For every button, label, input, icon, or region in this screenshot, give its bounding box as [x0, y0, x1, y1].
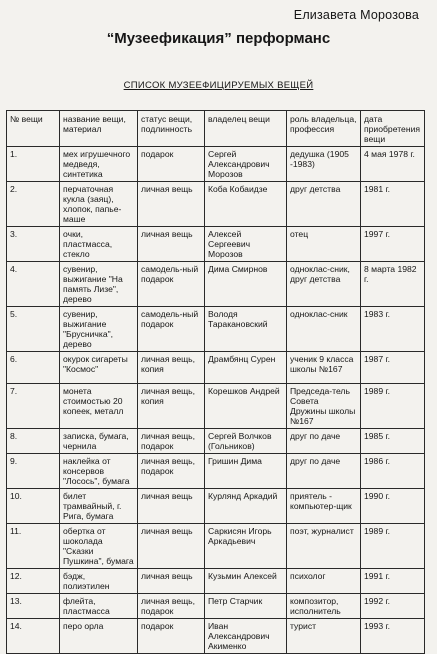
- cell-name: перчаточная кукла (заяц), хлопок, папье-маше: [60, 182, 138, 227]
- cell-status: личная вещь: [138, 489, 205, 524]
- cell-name: сувенир, выжигание "Брусничка", дерево: [60, 307, 138, 352]
- cell-owner: Иван Александрович Акименко: [205, 619, 287, 654]
- cell-date: 1985 г.: [361, 429, 425, 454]
- table-row: [7, 429, 425, 454]
- cell-status: личная вещь: [138, 524, 205, 569]
- cell-num: 11.: [7, 524, 60, 569]
- col-status: статус вещи, подлинность: [138, 111, 205, 147]
- table-header: [7, 111, 425, 147]
- col-name: название вещи, материал: [60, 111, 138, 147]
- table-row: [7, 594, 425, 619]
- cell-owner: Сергей Александрович Морозов: [205, 147, 287, 182]
- cell-name: обертка от шоколада "Сказки Пушкина", бумага: [60, 524, 138, 569]
- table-row: [7, 489, 425, 524]
- cell-role: одноклас-сник, друг детства: [287, 262, 361, 307]
- cell-date: 1989 г.: [361, 384, 425, 429]
- cell-name: флейта, пластмасса: [60, 594, 138, 619]
- items-table: [6, 110, 425, 654]
- cell-owner: Гришин Дима: [205, 454, 287, 489]
- cell-status: личная вещь, копия: [138, 384, 205, 429]
- cell-role: композитор, исполнитель: [287, 594, 361, 619]
- cell-role: одноклас-сник: [287, 307, 361, 352]
- cell-owner: Володя Таракановский: [205, 307, 287, 352]
- table-row: [7, 619, 425, 654]
- document-title: “Музеефикация” перформанс: [106, 30, 331, 47]
- cell-owner: Коба Кобаидзе: [205, 182, 287, 227]
- cell-num: 10.: [7, 489, 60, 524]
- cell-status: подарок: [138, 619, 205, 654]
- cell-num: 2.: [7, 182, 60, 227]
- table-row: [7, 524, 425, 569]
- cell-date: 8 марта 1982 г.: [361, 262, 425, 307]
- cell-num: 12.: [7, 569, 60, 594]
- table-row: [7, 182, 425, 227]
- cell-owner: Драмбянц Сурен: [205, 352, 287, 384]
- cell-status: личная вещь: [138, 227, 205, 262]
- cell-role: турист: [287, 619, 361, 654]
- cell-status: личная вещь, подарок: [138, 454, 205, 489]
- cell-role: поэт, журналист: [287, 524, 361, 569]
- cell-status: самодель-ный подарок: [138, 262, 205, 307]
- table-row: [7, 352, 425, 384]
- cell-date: 1981 г.: [361, 182, 425, 227]
- cell-role: друг детства: [287, 182, 361, 227]
- cell-status: личная вещь: [138, 569, 205, 594]
- table-row: [7, 454, 425, 489]
- cell-name: перо орла: [60, 619, 138, 654]
- cell-name: мех игрушечного медведя, синтетика: [60, 147, 138, 182]
- cell-owner: Саркисян Игорь Аркадьевич: [205, 524, 287, 569]
- cell-date: 1990 г.: [361, 489, 425, 524]
- cell-name: окурок сигареты "Космос": [60, 352, 138, 384]
- cell-role: приятель - компьютер-щик: [287, 489, 361, 524]
- cell-num: 5.: [7, 307, 60, 352]
- cell-date: 1987 г.: [361, 352, 425, 384]
- cell-owner: Курлянд Аркадий: [205, 489, 287, 524]
- cell-date: 1997 г.: [361, 227, 425, 262]
- cell-name: записка, бумага, чернила: [60, 429, 138, 454]
- cell-date: 4 мая 1978 г.: [361, 147, 425, 182]
- cell-num: 1.: [7, 147, 60, 182]
- cell-num: 6.: [7, 352, 60, 384]
- table-row: [7, 262, 425, 307]
- cell-name: наклейка от консервов "Лосось", бумага: [60, 454, 138, 489]
- cell-num: 4.: [7, 262, 60, 307]
- cell-status: личная вещь: [138, 182, 205, 227]
- col-num: № вещи: [7, 111, 60, 147]
- cell-role: ученик 9 класса школы №167: [287, 352, 361, 384]
- cell-role: друг по даче: [287, 429, 361, 454]
- cell-status: личная вещь, подарок: [138, 594, 205, 619]
- cell-num: 3.: [7, 227, 60, 262]
- cell-status: личная вещь, копия: [138, 352, 205, 384]
- cell-name: бэдж, полиэтилен: [60, 569, 138, 594]
- cell-owner: Кузьмин Алексей: [205, 569, 287, 594]
- cell-role: Председа-тель Совета Дружины школы №167: [287, 384, 361, 429]
- cell-num: 8.: [7, 429, 60, 454]
- cell-role: психолог: [287, 569, 361, 594]
- cell-date: 1983 г.: [361, 307, 425, 352]
- cell-date: 1986 г.: [361, 454, 425, 489]
- cell-date: 1989 г.: [361, 524, 425, 569]
- cell-owner: Сергей Волчков (Гольников): [205, 429, 287, 454]
- cell-date: 1992 г.: [361, 594, 425, 619]
- cell-role: дедушка (1905 -1983): [287, 147, 361, 182]
- list-heading: СПИСОК МУЗЕЕФИЦИРУЕМЫХ ВЕЩЕЙ: [123, 80, 314, 91]
- cell-date: 1991 г.: [361, 569, 425, 594]
- col-role: роль владельца, профессия: [287, 111, 361, 147]
- header-row: [7, 111, 425, 147]
- cell-num: 7.: [7, 384, 60, 429]
- cell-owner: Петр Старчик: [205, 594, 287, 619]
- cell-role: друг по даче: [287, 454, 361, 489]
- cell-owner: Дима Смирнов: [205, 262, 287, 307]
- cell-date: 1993 г.: [361, 619, 425, 654]
- cell-status: подарок: [138, 147, 205, 182]
- cell-owner: Алексей Сергеевич Морозов: [205, 227, 287, 262]
- cell-role: отец: [287, 227, 361, 262]
- cell-name: монета стоимостью 20 копеек, металл: [60, 384, 138, 429]
- author-name: Елизавета Морозова: [293, 8, 419, 22]
- cell-owner: Корешков Андрей: [205, 384, 287, 429]
- cell-name: очки, пластмасса, стекло: [60, 227, 138, 262]
- cell-name: сувенир, выжигание "На память Лизе", дерево: [60, 262, 138, 307]
- cell-num: 13.: [7, 594, 60, 619]
- cell-status: самодель-ный подарок: [138, 307, 205, 352]
- col-date: дата приобретения вещи: [361, 111, 425, 147]
- table-row: [7, 147, 425, 182]
- table-row: [7, 227, 425, 262]
- cell-num: 14.: [7, 619, 60, 654]
- table-row: [7, 307, 425, 352]
- cell-num: 9.: [7, 454, 60, 489]
- table-row: [7, 384, 425, 429]
- cell-name: билет трамвайный, г. Рига, бумага: [60, 489, 138, 524]
- table-row: [7, 569, 425, 594]
- col-owner: владелец вещи: [205, 111, 287, 147]
- table-body: [7, 147, 425, 654]
- cell-status: личная вещь, подарок: [138, 429, 205, 454]
